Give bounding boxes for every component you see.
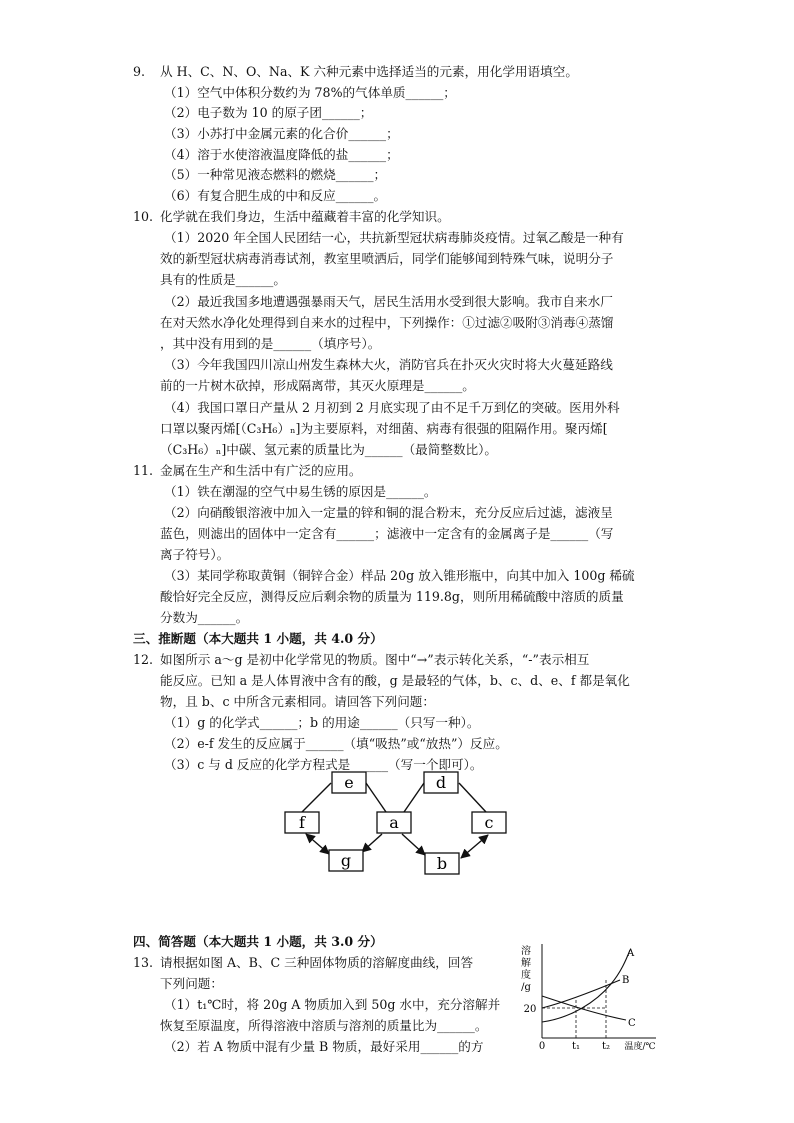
solubility-curve-graph — [516, 940, 662, 1052]
q11-line-4: 离子符号）。 — [160, 547, 230, 562]
node-c — [472, 812, 506, 833]
q13-number: 13. — [133, 955, 154, 970]
q11-stem: 金属在生产和生活中有广泛的应用。 — [160, 463, 362, 478]
link-b-c — [461, 835, 488, 858]
q13-line-2: 下列问题： — [160, 976, 223, 991]
q12-number: 12. — [133, 652, 154, 667]
curve-label-B: B — [622, 975, 630, 986]
curve-label-A: A — [627, 948, 635, 959]
q10-line-1: （1）2020 年全国人民团结一心，共抗新型冠状病毒肺炎疫情。过氧乙酸是一种有 — [164, 230, 624, 245]
node-g — [329, 850, 363, 871]
q10-line-5: 在对天然水净化处理得到自来水的过程中，下列操作：①过滤②吸附③消毒④蒸馏 — [160, 315, 614, 330]
link-a-g — [362, 834, 382, 852]
q9-item-6: （6）有复合肥生成的中和反应______。 — [164, 188, 387, 203]
node-b — [425, 853, 459, 874]
y-tick-20: 20 — [523, 1004, 537, 1015]
x-tick-t1: t₁ — [571, 1041, 581, 1052]
q9-item-2: （2）电子数为 10 的原子团______； — [164, 105, 373, 120]
node-d — [424, 772, 458, 793]
q12-relation-diagram — [280, 768, 520, 880]
svg-text:c: c — [484, 813, 494, 832]
q11-number: 11. — [133, 463, 154, 478]
curve-label-C: C — [628, 1018, 636, 1029]
svg-text:f: f — [299, 813, 305, 832]
q13-line-4: 恢复至原温度，所得溶液中溶质与溶剂的质量比为______。 — [160, 1018, 488, 1033]
q13-line-1: 请根据如图 A、B、C 三种固体物质的溶解度曲线，回答 — [160, 955, 474, 970]
svg-text:e: e — [344, 773, 354, 792]
q11-line-7: 分数为______。 — [160, 610, 249, 625]
q13-line-5: （2）若 A 物质中混有少量 B 物质，最好采用______的方 — [164, 1039, 484, 1054]
q9-item-5: （5）一种常见液态燃料的燃烧______； — [164, 167, 387, 182]
y-axis-label-2: 解 — [521, 958, 531, 969]
q9-item-4: （4）溶于水使溶液温度降低的盐______； — [164, 147, 399, 162]
q11-line-5: （3）某同学称取黄铜（铜锌合金）样品 20g 放入锥形瓶中，向其中加入 100g 稀硫 — [164, 568, 635, 583]
q11-line-3: 蓝色，则滤出的固体中一定含有______；滤液中一定含有的金属离子是______（写 — [160, 526, 614, 541]
node-f — [285, 812, 319, 833]
q10-line-10: 口罩以聚丙烯[（C₃H₆）ₙ]为主要原料，对细菌、病毒有很强的阻隔作用。聚丙烯[ — [160, 421, 608, 436]
q12-line-4: （1）g 的化学式______；b 的用途______（只写一种）。 — [164, 715, 480, 730]
section-3-title: 三、推断题（本大题共 1 小题，共 4.0 分） — [133, 631, 383, 646]
x-axis-label: 温度/℃ — [624, 1042, 656, 1052]
origin-label: 0 — [538, 1041, 546, 1052]
link-d-c — [459, 783, 486, 812]
link-a-d — [404, 783, 424, 812]
q12-line-2: 能反应。已知 a 是人体胃液中含有的酸，g 是最轻的气体，b、c、d、e、f 都是氧化 — [160, 673, 630, 688]
q9-item-3: （3）小苏打中金属元素的化合价______； — [164, 126, 399, 141]
q10-line-8: 前的一片树木砍掉，形成隔离带，其灭火原理是______。 — [160, 378, 475, 393]
q12-line-1: 如图所示 a～g 是初中化学常见的物质。图中“→”表示转化关系，“-”表示相互 — [160, 652, 590, 667]
link-f-g — [306, 834, 329, 854]
y-axis-label-3: 度 — [521, 970, 531, 981]
node-a — [377, 812, 411, 833]
q10-line-3: 具有的性质是______。 — [160, 272, 286, 287]
q10-line-4: （2）最近我国多地遭遇强暴雨天气，居民生活用水受到很大影响。我市自来水厂 — [164, 294, 613, 309]
svg-text:a: a — [389, 813, 399, 832]
q9-stem: 从 H、C、N、O、Na、K 六种元素中选择适当的元素，用化学用语填空。 — [160, 64, 578, 79]
q12-line-6: （3）c 与 d 反应的化学方程式是______（写一个即可）。 — [164, 757, 483, 772]
q10-line-9: （4）我国口罩日产量从 2 月初到 2 月底实现了由不足千万到亿的突破。医用外科 — [164, 400, 620, 415]
link-e-a — [366, 783, 386, 812]
q10-line-11: （C₃H₆）ₙ]中碳、氢元素的质量比为______（最简整数比）。 — [160, 442, 498, 457]
q10-line-2: 效的新型冠状病毒消毒试剂，教室里喷洒后，同学们能够闻到特殊气味，说明分子 — [160, 251, 614, 266]
q11-line-6: 酸恰好完全反应，测得反应后剩余物的质量为 119.8g，则所用稀硫酸中溶质的质量 — [160, 589, 624, 604]
q12-line-5: （2）e-f 发生的反应属于______（填“吸热”或“放热”）反应。 — [164, 736, 508, 751]
q10-stem: 化学就在我们身边，生活中蕴藏着丰富的化学知识。 — [160, 209, 450, 224]
y-axis-label-4: /g — [521, 982, 531, 993]
link-a-b — [402, 834, 425, 855]
svg-text:b: b — [436, 854, 448, 873]
node-e — [332, 772, 366, 793]
curve-B — [542, 980, 620, 1008]
section-4-title: 四、简答题（本大题共 1 小题，共 3.0 分） — [133, 934, 383, 949]
q10-line-6: ，其中没有用到的是______（填序号）。 — [160, 336, 381, 351]
link-f-e — [302, 783, 331, 812]
svg-text:d: d — [435, 773, 447, 792]
y-axis-label-1: 溶 — [521, 946, 531, 957]
q9-item-1: （1）空气中体积分数约为 78%的气体单质______； — [164, 85, 456, 100]
q11-line-1: （1）铁在潮湿的空气中易生锈的原因是______。 — [164, 484, 437, 499]
q10-line-7: （3）今年我国四川凉山州发生森林大火，消防官兵在扑灭火灾时将大火蔓延路线 — [164, 357, 613, 372]
svg-text:g: g — [340, 851, 352, 870]
q9-number: 9. — [133, 64, 146, 79]
q11-line-2: （2）向硝酸银溶液中加入一定量的锌和铜的混合粉末，充分反应后过滤，滤液呈 — [164, 505, 613, 520]
x-tick-t2: t₂ — [601, 1041, 611, 1052]
q12-line-3: 物，且 b、c 中所含元素相同。请回答下列问题： — [160, 694, 435, 709]
curve-A — [542, 950, 630, 1022]
q10-number: 10. — [133, 209, 154, 224]
q13-line-3: （1）t₁℃时，将 20g A 物质加入到 50g 水中，充分溶解并 — [164, 997, 501, 1012]
